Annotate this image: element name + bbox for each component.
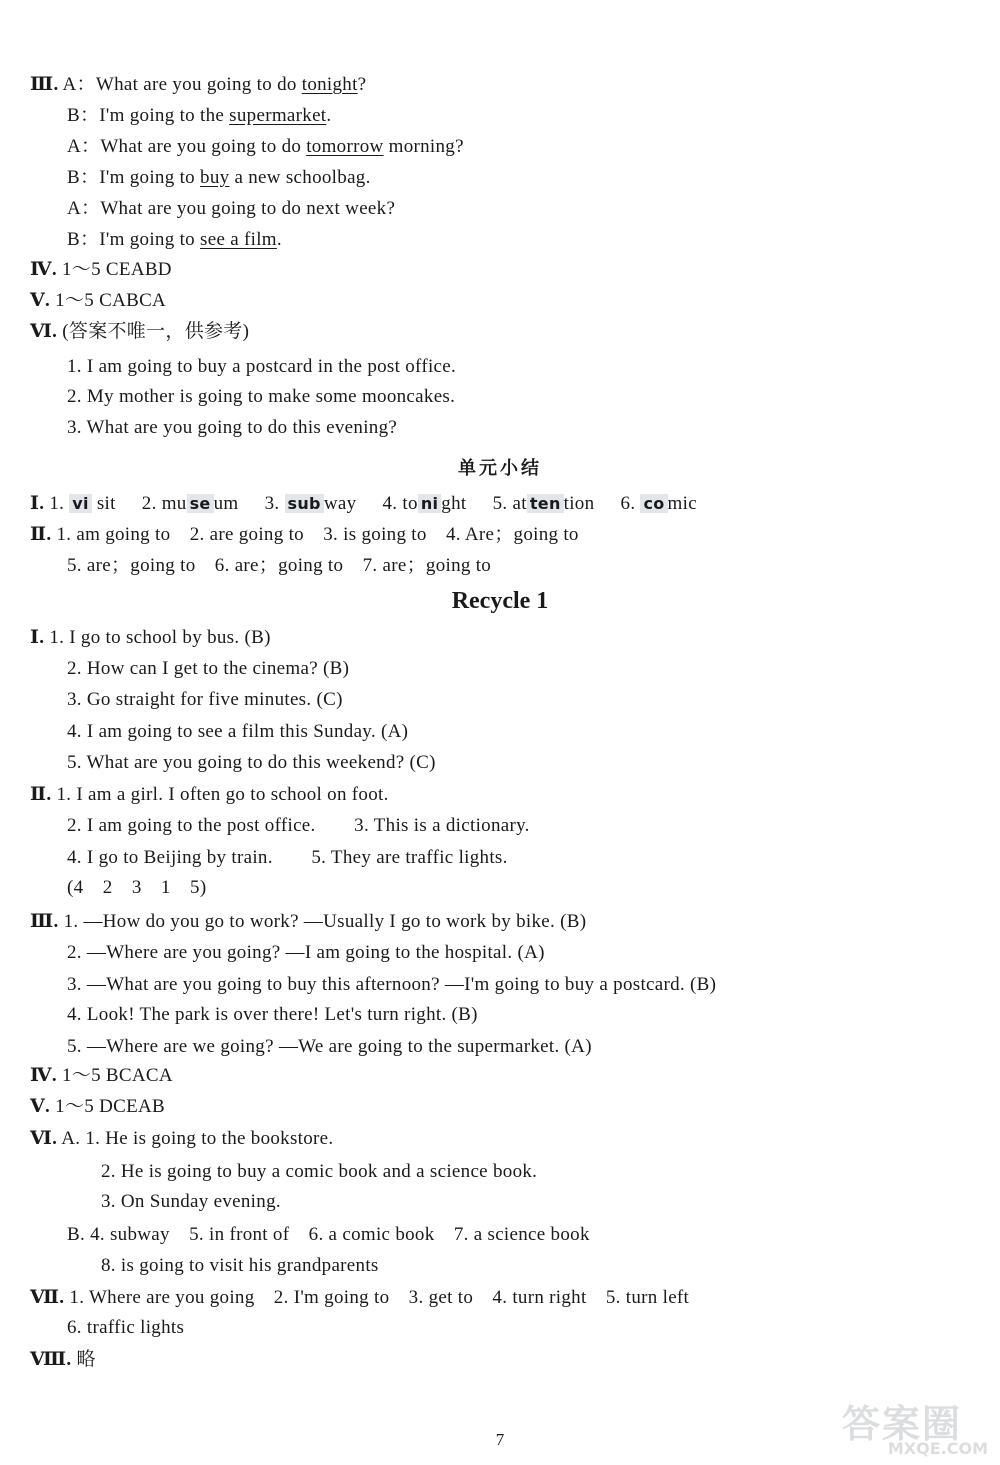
list-item: 5. What are you going to do this weekend? (C): [67, 752, 436, 773]
list-item: 8. is going to visit his grandparents: [101, 1255, 379, 1276]
list-item: B. 4. subway 5. in front of 6. a comic book 7. a science book: [67, 1224, 590, 1245]
unit-summary-part-2: Ⅱ. 1. am going to 2. are going to 3. is going to 4. Are；going to: [30, 524, 579, 545]
recycle-part-8: Ⅷ. 略: [30, 1349, 96, 1370]
recycle-title: Recycle 1: [451, 588, 549, 614]
list-item: 2. —Where are you going? —I am going to the hospital. (A): [67, 942, 545, 963]
recycle-part-5: Ⅴ. 1～5 DCEAB: [30, 1096, 166, 1117]
answer-key: 1～5 CABCA: [55, 290, 167, 311]
list-item: 2. I am going to the post office. 3. This is a dictionary.: [67, 815, 530, 836]
dialogue-line: B：I'm going to the supermarket.: [67, 105, 332, 126]
unit-summary-title: 单元小结: [458, 458, 542, 479]
recycle-part-7: Ⅶ. 1. Where are you going 2. I'm going to 3. get to 4. turn right 5. turn left: [30, 1287, 690, 1308]
dialogue-line: B：I'm going to buy a new schoolbag.: [67, 167, 371, 188]
section-4: Ⅳ. 1～5 CEABD: [30, 259, 172, 280]
word-item: 2. mu se um: [141, 493, 239, 514]
watermark-url: MXQE.COM: [887, 1439, 988, 1458]
page-number: 7: [495, 1430, 505, 1449]
word-item: 3. sub way: [264, 493, 357, 514]
list-item: 1. I am a girl. I often go to school on foot.: [56, 784, 389, 805]
list-item: 3. On Sunday evening.: [101, 1191, 281, 1212]
dialogue-line: A：What are you going to do next week?: [67, 198, 396, 219]
section-5: Ⅴ. 1～5 CABCA: [30, 290, 167, 311]
recycle-part-6: Ⅵ. A. 1. He is going to the bookstore.: [30, 1128, 334, 1149]
list-item: 3. Go straight for five minutes. (C): [67, 689, 343, 710]
word-item: 4. to ni ght: [382, 493, 467, 514]
list-item: (4 2 3 1 5): [67, 877, 207, 898]
word-item: 1. vi sit: [49, 493, 116, 514]
answer-key: 1～5 DCEAB: [55, 1096, 166, 1117]
watermark-logo: [832, 1393, 992, 1461]
answer-line: 1. am going to 2. are going to 3. is going to 4. Are；going to: [56, 524, 579, 545]
answer-key: 1～5 BCACA: [61, 1065, 173, 1086]
list-item: 4. I am going to see a film this Sunday. (A): [67, 721, 409, 742]
list-item: 3. —What are you going to buy this afternoon? —I'm going to buy a postcard. (B): [67, 974, 717, 995]
unit-summary-part-1: Ⅰ. 1. vi sit 2. mu se um 3. sub way 4. to ni ght 5. at ten tion 6. co mic: [30, 493, 697, 514]
section-3: [30, 73, 366, 97]
recycle-part-2: Ⅱ. 1. I am a girl. I often go to school on foot.: [30, 784, 389, 805]
recycle-part-4: Ⅳ. 1～5 BCACA: [30, 1065, 173, 1086]
list-item: 4. Look! The park is over there! Let's turn right. (B): [67, 1004, 478, 1025]
answer-key: 1～5 CEABD: [61, 259, 172, 280]
list-item: 2. He is going to buy a comic book and a science book.: [101, 1161, 538, 1182]
list-item: 1. I go to school by bus. (B): [49, 627, 271, 648]
watermark-text: 答案圈: [841, 1402, 962, 1446]
dialogue-line: A：What are you going to do tonight?: [62, 74, 367, 95]
list-item: 3. What are you going to do this evening?: [67, 417, 398, 438]
dialogue-line: A：What are you going to do tomorrow morning?: [67, 136, 464, 157]
list-item: 2. How can I get to the cinema? (B): [67, 658, 350, 679]
section-number: Ⅲ.: [30, 74, 59, 95]
list-item: 1. I am going to buy a postcard in the post office.: [67, 356, 457, 377]
word-item: 5. at ten tion: [492, 493, 595, 514]
list-item: 4. I go to Beijing by train. 5. They are traffic lights.: [67, 847, 508, 868]
dialogue-line: B：I'm going to see a film.: [67, 229, 282, 250]
word-item: 6. co mic: [620, 493, 697, 514]
list-item: 5. —Where are we going? —We are going to the supermarket. (A): [67, 1036, 592, 1057]
recycle-part-1: Ⅰ. 1. I go to school by bus. (B): [30, 627, 271, 648]
recycle-part-3: Ⅲ. 1. —How do you go to work? —Usually I go to work by bike. (B): [30, 911, 587, 932]
note: (答案不唯一，供参考): [62, 321, 250, 342]
list-item: 1. —How do you go to work? —Usually I go to work by bike. (B): [63, 911, 587, 932]
list-item: A. 1. He is going to the bookstore.: [61, 1128, 334, 1149]
answer-line: 1. Where are you going 2. I'm going to 3. get to 4. turn right 5. turn left: [69, 1287, 690, 1308]
answer-line: 5. are；going to 6. are；going to 7. are；going to: [67, 555, 492, 576]
answer-key: 略: [76, 1349, 96, 1370]
list-item: 2. My mother is going to make some mooncakes.: [67, 386, 456, 407]
answer-line: 6. traffic lights: [67, 1317, 185, 1338]
section-6: Ⅵ. (答案不唯一，供参考): [30, 321, 250, 342]
